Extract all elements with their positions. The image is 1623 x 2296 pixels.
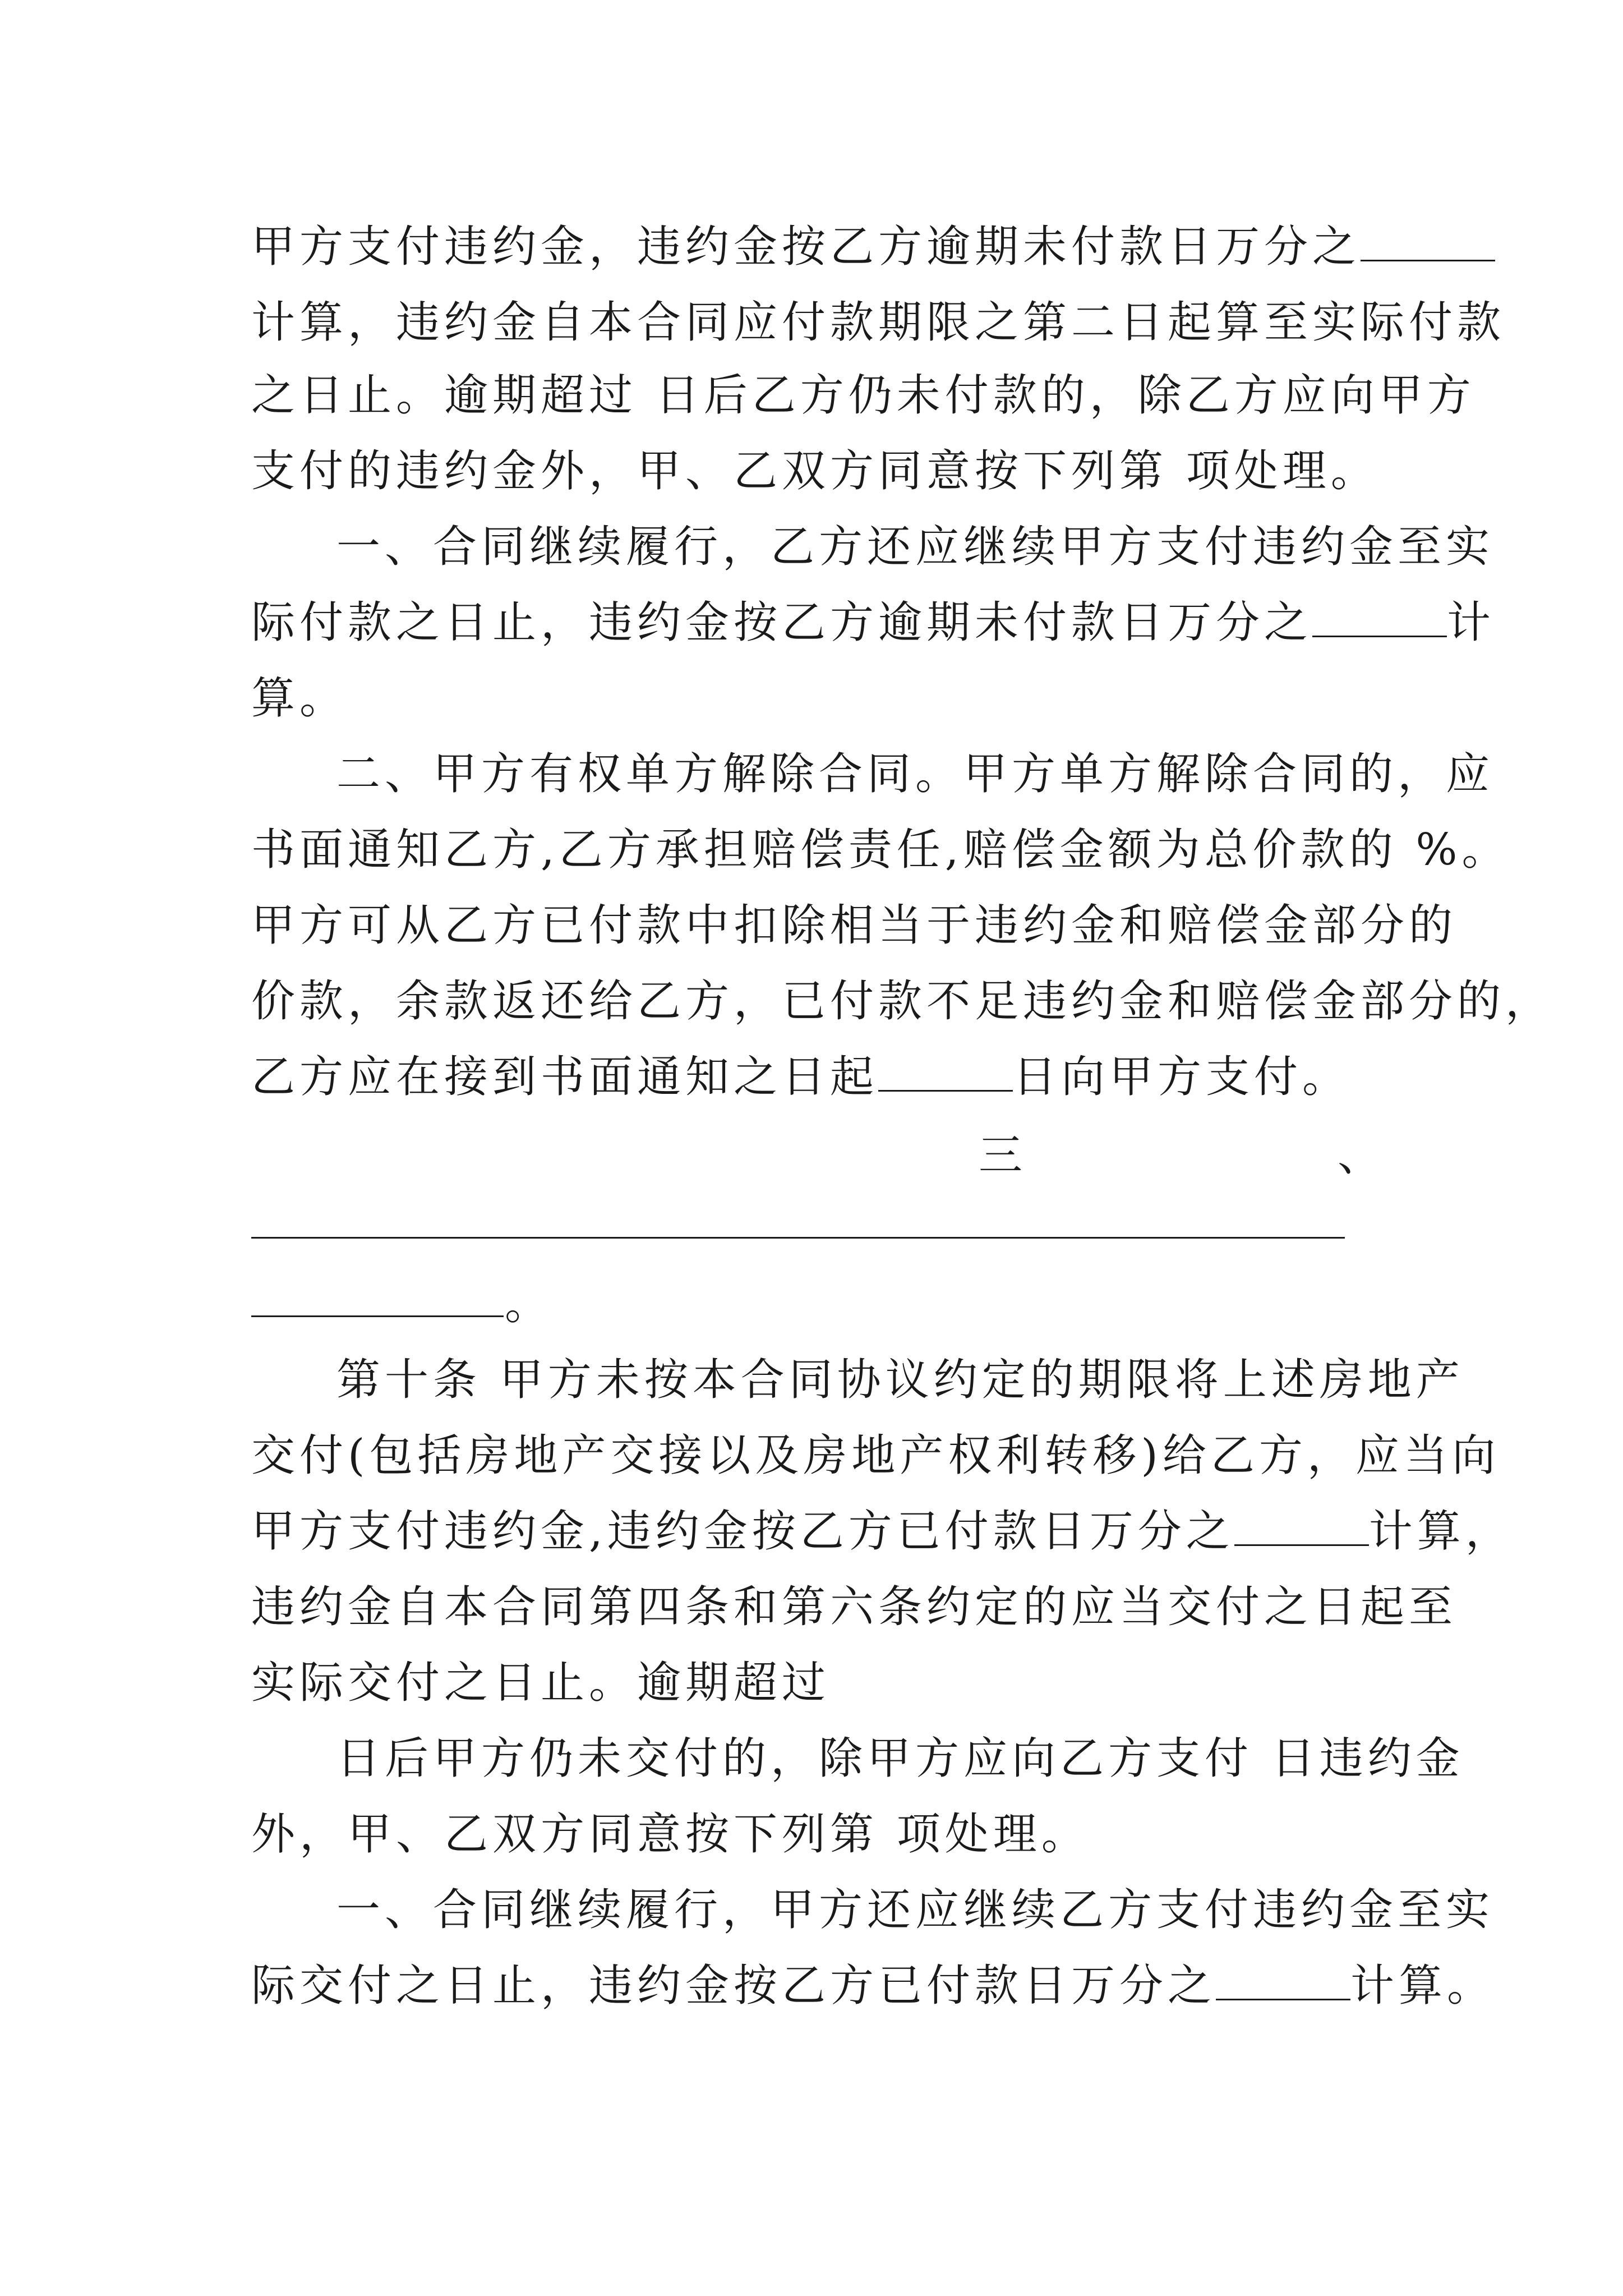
clause-number: 三 [979, 1130, 1027, 1181]
text-line [251, 1503, 1514, 1559]
text-segment: 计算， [1368, 1506, 1514, 1557]
fill-in-blank [1234, 1511, 1369, 1546]
text-segment: 甲方支付违约金,违约金按乙方已付款日万分之 [251, 1506, 1234, 1557]
fill-in-blank [1361, 226, 1495, 261]
text-segment: 际交付之日止，违约金按乙方已付款日万分之 [251, 1961, 1216, 2011]
text-line: 。 [505, 1279, 554, 1329]
text-line: 书面通知乙方,乙方承担赔偿责任,赔偿金额为总价款的 %。 [251, 825, 1510, 875]
text-line: 甲方可从乙方已付款中扣除相当于违约金和赔偿金部分的 [251, 900, 1458, 951]
text-line [251, 1049, 1350, 1105]
text-line: 之日止。逾期超过 日后乙方仍未付款的，除乙方应向甲方 [251, 370, 1476, 421]
text-line: 价款，余款返还给乙方，已付款不足违约金和赔偿金部分的， [251, 976, 1554, 1027]
fill-in-blank [878, 1056, 1013, 1092]
text-line: 一、合同继续履行，乙方还应继续甲方支付违约金至实 [336, 522, 1495, 572]
text-line: 计算，违约金自本合同应付款期限之第二日起算至实际付款 [251, 297, 1506, 348]
text-segment: 日向甲方支付。 [1013, 1052, 1351, 1102]
fill-in-blank [1216, 1965, 1350, 2000]
text-segment: 计算。 [1350, 1961, 1496, 2011]
text-line: 日后甲方仍未交付的，除甲方应向乙方支付 日违约金 [336, 1733, 1464, 1784]
text-line: 实际交付之日止。逾期超过 [251, 1658, 831, 1708]
text-line [251, 219, 1495, 275]
text-line: 二、甲方有权单方解除合同。甲方单方解除合同的，应 [336, 749, 1495, 799]
text-segment: 计 [1447, 597, 1496, 648]
text-line: 支付的违约金外，甲、乙双方同意按下列第 项处理。 [251, 446, 1379, 496]
text-segment: 乙方应在接到书面通知之日起 [251, 1052, 879, 1102]
fill-in-line [251, 1237, 1345, 1239]
text-line [251, 595, 1495, 651]
text-line: 外，甲、乙双方同意按下列第 项处理。 [251, 1809, 1090, 1860]
clause-punctuation: 、 [1338, 1130, 1386, 1181]
text-line: 违约金自本合同第四条和第六条约定的应当交付之日起至 [251, 1582, 1458, 1632]
article-heading: 第十条 甲方未按本合同协议约定的期限将上述房地产 [336, 1355, 1464, 1405]
text-line: 交付(包括房地产交接以及房地产权利转移)给乙方，应当向 [251, 1430, 1500, 1481]
text-line: 算。 [251, 673, 348, 724]
fill-in-line [251, 1315, 504, 1317]
text-segment: 际付款之日止，违约金按乙方逾期未付款日万分之 [251, 597, 1313, 648]
text-line: 一、合同继续履行，甲方还应继续乙方支付违约金至实 [336, 1885, 1495, 1935]
fill-in-blank [1312, 602, 1447, 637]
text-line [251, 1958, 1495, 2014]
text-segment: 甲方支付违约金，违约金按乙方逾期未付款日万分之 [251, 222, 1361, 272]
